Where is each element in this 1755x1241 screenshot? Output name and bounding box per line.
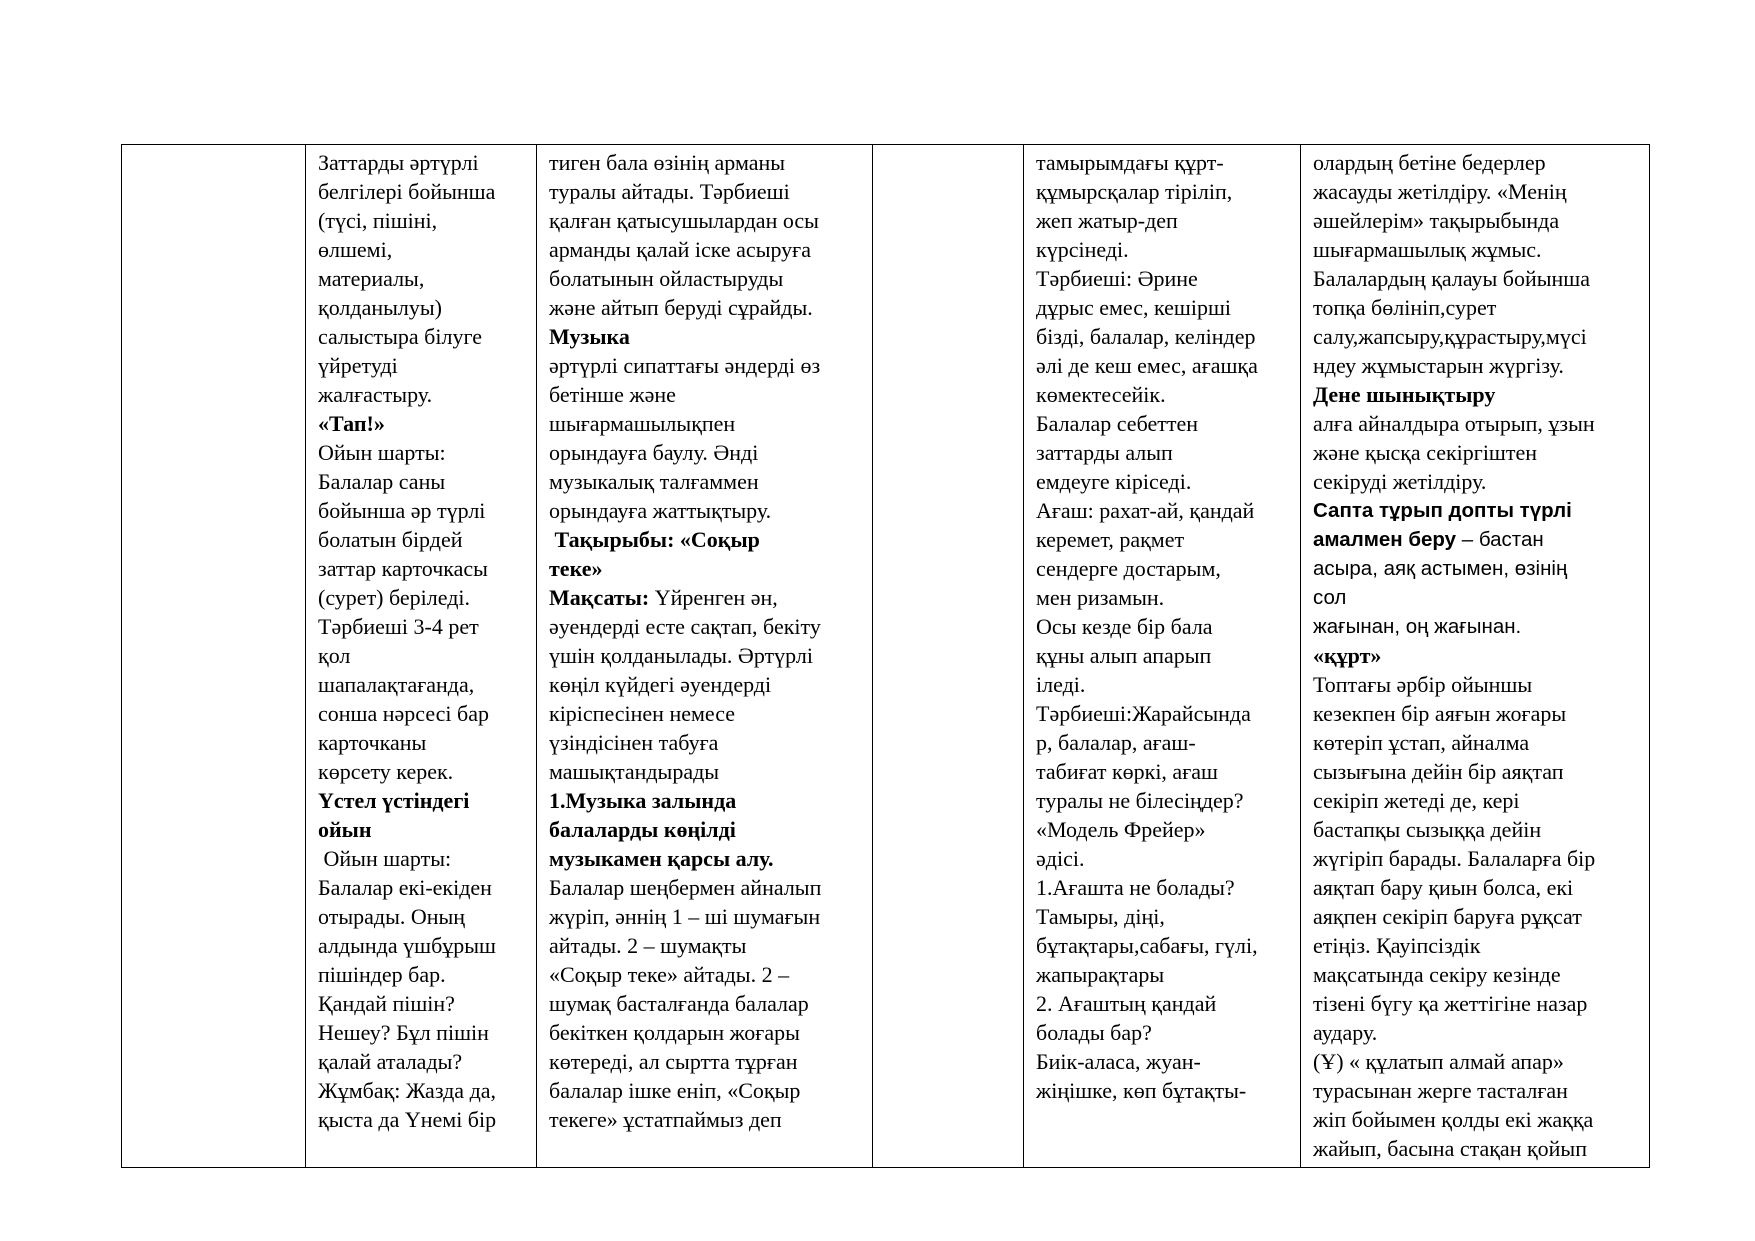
- text-line: Тамыры, діңі,: [1036, 904, 1165, 929]
- text-line: Мақсаты: Үйренген ән,: [549, 585, 778, 610]
- text-line: «құрт»: [1313, 643, 1382, 668]
- text-line: бойынша әр түрлі: [318, 498, 486, 523]
- text-line: үзіндісінен табуға: [549, 730, 719, 755]
- text-line: жағынан, оң жағынан.: [1313, 615, 1522, 638]
- text-line: айтады. 2 – шумақты: [549, 933, 747, 958]
- text-line: Дене шынықтыру: [1313, 382, 1496, 407]
- text-line: заттарды алып: [1036, 440, 1173, 465]
- text-line: бастапқы сызыққа дейін: [1313, 817, 1542, 842]
- text-line: жапырақтары: [1036, 962, 1165, 987]
- text-line: ойын: [318, 817, 372, 842]
- text-line: жасауды жетілдіру. «Менің: [1313, 179, 1567, 204]
- column-1-cell: [122, 145, 306, 1168]
- text-line: (Ұ) « құлатып алмай апар»: [1313, 1049, 1564, 1074]
- text-line: шығармашылық жұмыс.: [1313, 237, 1542, 262]
- text-line: 1.Музыка залында: [549, 788, 737, 813]
- text-line: үйретуді: [318, 353, 398, 378]
- text-line: әшейлерім» тақырыбында: [1313, 208, 1560, 233]
- text-line: туралы не білесіңдер?: [1036, 788, 1244, 813]
- text-line: құмырсқалар тіріліп,: [1036, 179, 1233, 204]
- text-line: отырады. Оның: [318, 904, 466, 929]
- text-line: өлшемі,: [318, 237, 393, 262]
- text-line: орындауға жаттықтыру.: [549, 498, 772, 523]
- text-line: Балалар саны: [318, 469, 446, 494]
- text-line: амалмен беру – бастан: [1313, 528, 1544, 551]
- text-line: Сапта тұрып допты түрлі: [1313, 499, 1572, 522]
- text-line: туралы айтады. Тәрбиеші: [549, 179, 790, 204]
- text-line: «Модель Фрейер»: [1036, 817, 1206, 842]
- text-line: 1.Ағашта не болады?: [1036, 875, 1235, 900]
- text-line: тиген бала өзінің арманы: [549, 150, 786, 175]
- text-line: олардың бетіне бедерлер: [1313, 150, 1546, 175]
- text-line: бізді, балалар, келіндер: [1036, 324, 1256, 349]
- text-line: күрсінеді.: [1036, 237, 1129, 262]
- text-line: мен ризамын.: [1036, 585, 1165, 610]
- text-line: етіңіз. Қауіпсіздік: [1313, 933, 1481, 958]
- text-line: текеге» ұстатпаймыз деп: [549, 1107, 782, 1132]
- text-line: алдында үшбұрыш: [318, 933, 496, 958]
- text-line: жіп бойымен қолды екі жаққа: [1313, 1107, 1594, 1132]
- text-line: балаларды көңілді: [549, 817, 736, 842]
- text-line: машықтандырады: [549, 759, 720, 784]
- text-line: карточканы: [318, 730, 427, 755]
- text-line: және айтып беруді сұрайды.: [549, 295, 813, 320]
- text-line: аяқпен секіріп баруға рұқсат: [1313, 904, 1582, 929]
- text-line: жеп жатыр-деп: [1036, 208, 1178, 233]
- text-line: үшін қолданылады. Әртүрлі: [549, 643, 813, 668]
- text-line: шумақ басталғанда балалар: [549, 991, 809, 1016]
- text-line: заттар карточкасы: [318, 556, 488, 581]
- text-line: бұтақтары,сабағы, гүлі,: [1036, 933, 1258, 958]
- text-line: Тәрбиеші:Жарайсында: [1036, 701, 1251, 726]
- text-line: асыра, аяқ астымен, өзінің: [1313, 557, 1568, 580]
- text-line: іледі.: [1036, 672, 1086, 697]
- text-line: алға айналдыра отырып, ұзын: [1313, 411, 1595, 436]
- text-line: көмектесейік.: [1036, 382, 1166, 407]
- text-line: р, балалар, ағаш-: [1036, 730, 1196, 755]
- text-line: музыкамен қарсы алу.: [549, 846, 774, 871]
- text-line: аяқтап бару қиын болса, екі: [1313, 875, 1574, 900]
- text-line: қыста да Үнемі бір: [318, 1107, 497, 1132]
- table-row: [122, 145, 1650, 1168]
- text-line: пішіндер бар.: [318, 962, 446, 987]
- text-line: қалған қатысушылардан осы: [549, 208, 819, 233]
- text-line: секіруді жетілдіру.: [1313, 469, 1487, 494]
- text-line: мақсатында секіру кезінде: [1313, 962, 1561, 987]
- text-line: Қандай пішін?: [318, 991, 455, 1016]
- text-line: табиғат көркі, ағаш: [1036, 759, 1218, 784]
- text-line: көтеріп ұстап, айналма: [1313, 730, 1530, 755]
- column-2-cell: [306, 145, 537, 1168]
- text-line: қол: [318, 643, 351, 668]
- text-line: материалы,: [318, 266, 425, 291]
- column-6-cell: [1301, 145, 1650, 1168]
- text-line: Ойын шарты:: [318, 440, 446, 465]
- text-line: сендерге достарым,: [1036, 556, 1221, 581]
- text-line: орындауға баулу. Әнді: [549, 440, 759, 465]
- text-line: болатынын ойластыруды: [549, 266, 784, 291]
- text-line: Ойын шарты:: [318, 846, 452, 871]
- text-line: керемет, рақмет: [1036, 527, 1185, 552]
- text-line: тамырымдағы құрт-: [1036, 150, 1224, 175]
- text-line: сонша нәрсесі бар: [318, 701, 489, 726]
- text-line: кіріспесінен немесе: [549, 701, 736, 726]
- column-4-cell: [873, 145, 1024, 1168]
- text-line: сол: [1313, 586, 1347, 609]
- text-line: кезекпен бір аяғын жоғары: [1313, 701, 1567, 726]
- text-line: Нешеу? Бұл пішін: [318, 1020, 489, 1045]
- text-line: «Тап!»: [318, 411, 385, 436]
- text-line: әдісі.: [1036, 846, 1085, 871]
- text-line: Топтағы әрбір ойыншы: [1313, 672, 1533, 697]
- column-5-cell: [1024, 145, 1301, 1168]
- text-line: Балалардың қалауы бойынша: [1313, 266, 1591, 291]
- text-line: турасынан жерге тасталған: [1313, 1078, 1568, 1103]
- text-line: қалай аталады?: [318, 1049, 463, 1074]
- text-line: Музыка: [549, 324, 630, 349]
- text-line: «Соқыр теке» айтады. 2 –: [549, 962, 790, 987]
- text-line: көтереді, ал сыртта тұрған: [549, 1049, 798, 1074]
- text-line: болатын бірдей: [318, 527, 463, 552]
- text-line: Балалар себеттен: [1036, 411, 1199, 436]
- text-line: тізені бүгу қа жеттігіне назар: [1313, 991, 1588, 1016]
- column-3-cell: [537, 145, 873, 1168]
- text-line: жіңішке, көп бұтақты-: [1036, 1078, 1247, 1103]
- text-line: Жұмбақ: Жазда да,: [318, 1078, 497, 1103]
- text-line: Үстел үстіндегі: [318, 788, 470, 813]
- text-line: салыстыра білуге: [318, 324, 482, 349]
- text-line: секіріп жетеді де, кері: [1313, 788, 1520, 813]
- text-line: 2. Ағаштың қандай: [1036, 991, 1217, 1016]
- text-line: Заттарды әртүрлі: [318, 150, 479, 175]
- text-line: және қысқа секіргіштен: [1313, 440, 1538, 465]
- text-line: әуендерді есте сақтап, бекіту: [549, 614, 821, 639]
- text-line: жүріп, әннің 1 – ші шумағын: [549, 904, 821, 929]
- text-line: жүгіріп барады. Балаларға бір: [1313, 846, 1596, 871]
- text-line: музыкалық талғаммен: [549, 469, 759, 494]
- text-line: емдеуге кіріседі.: [1036, 469, 1192, 494]
- text-line: әртүрлі сипаттағы әндерді өз: [549, 353, 821, 378]
- text-line: жалғастыру.: [318, 382, 433, 407]
- text-line: қолданылуы): [318, 295, 442, 320]
- text-line: ндеу жұмыстарын жүргізу.: [1313, 353, 1564, 378]
- text-line: болады бар?: [1036, 1020, 1152, 1045]
- text-line: балалар ішке еніп, «Соқыр: [549, 1078, 801, 1103]
- text-line: шапалақтағанда,: [318, 672, 475, 697]
- text-line: Балалар шеңбермен айналып: [549, 875, 822, 900]
- text-line: шығармашылықпен: [549, 411, 736, 436]
- text-line: салу,жапсыру,құрастыру,мүсі: [1313, 324, 1587, 349]
- text-line: бетінше және: [549, 382, 676, 407]
- text-line: Тәрбиеші 3-4 рет: [318, 614, 479, 639]
- text-line: көрсету керек.: [318, 759, 454, 784]
- text-line: аудару.: [1313, 1020, 1378, 1045]
- text-line: топқа бөлініп,сурет: [1313, 295, 1497, 320]
- text-line: Биік-аласа, жуан-: [1036, 1049, 1201, 1074]
- text-line: сызығына дейін бір аяқтап: [1313, 759, 1564, 784]
- text-line: әлі де кеш емес, ағашқа: [1036, 353, 1258, 378]
- text-line: (сурет) беріледі.: [318, 585, 471, 610]
- text-line: Балалар екі-екіден: [318, 875, 492, 900]
- text-line: (түсі, пішіні,: [318, 208, 438, 233]
- text-line: белгілері бойынша: [318, 179, 496, 204]
- text-line: Осы кезде бір бала: [1036, 614, 1213, 639]
- text-line: жайып, басына стақан қойып: [1313, 1136, 1587, 1161]
- text-line: Тақырыбы: «Соқыр: [549, 527, 760, 552]
- text-line: теке»: [549, 556, 603, 581]
- text-line: Ағаш: рахат-ай, қандай: [1036, 498, 1255, 523]
- text-line: дұрыс емес, кешірші: [1036, 295, 1232, 320]
- lesson-plan-table: [121, 144, 1650, 1168]
- text-line: бекіткен қолдарын жоғары: [549, 1020, 800, 1045]
- text-line: көңіл күйдегі әуендерді: [549, 672, 772, 697]
- text-line: Тәрбиеші: Әрине: [1036, 266, 1198, 291]
- text-line: арманды қалай іске асыруға: [549, 237, 811, 262]
- text-line: құны алып апарып: [1036, 643, 1212, 668]
